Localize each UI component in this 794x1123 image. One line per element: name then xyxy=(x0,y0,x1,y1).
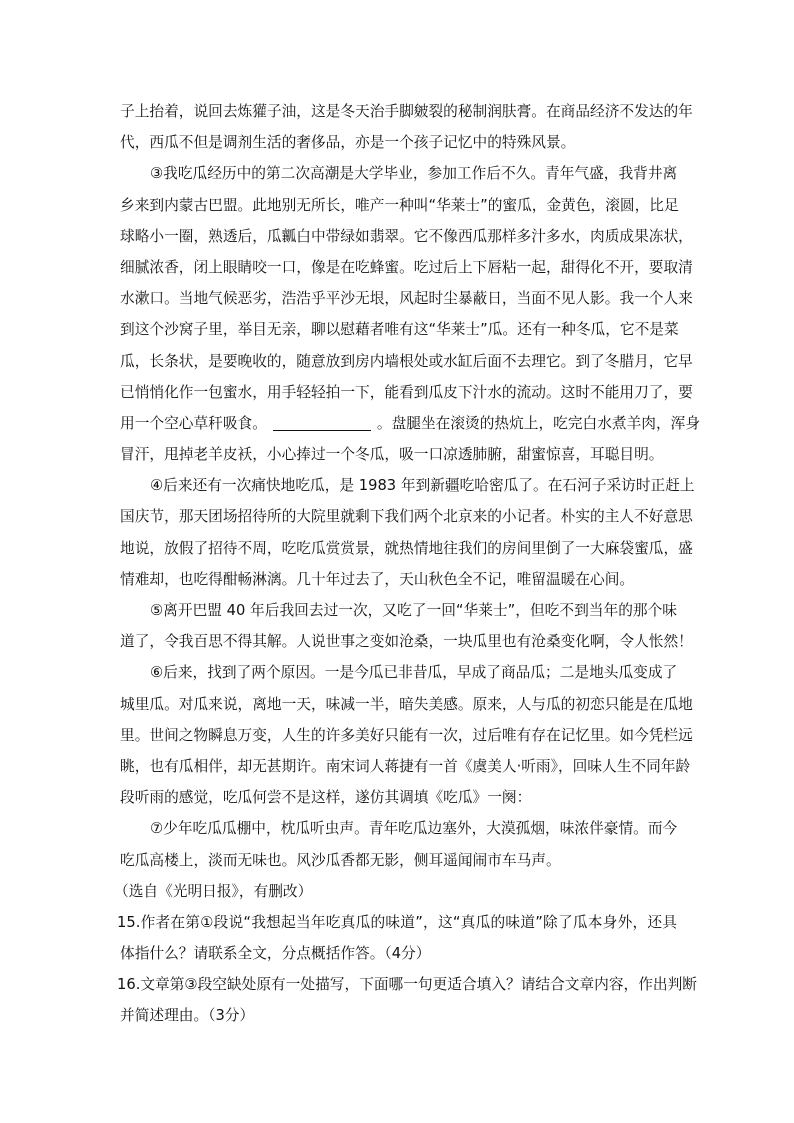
text-line: 子上抬着，说回去炼獾子油，这是冬天治手脚皴裂的秘制润肤膏。在商品经济不发达的年 xyxy=(120,103,693,120)
question-16 xyxy=(117,969,697,1031)
text-line: ⑤离开巴盟 40 年后我回去过一次，又吃了一回“华莱士”，但吃不到当年的那个味 xyxy=(150,602,677,619)
text-line: 水漱口。当地气候恶劣，浩浩乎平沙无垠，风起时尘暴蔽日，当面不见人影。我一个人来 xyxy=(120,290,693,308)
paragraph-5 xyxy=(120,595,693,657)
text-line: ③我吃瓜经历中的第二次高潮是大学毕业，参加工作后不久。青年气盛，我背井离 xyxy=(150,165,678,183)
text-line: 乡来到内蒙古巴盟。此地别无所长，唯产一种叫“华莱士”的蜜瓜，金黄色，滚圆，比足 xyxy=(120,196,679,214)
text-line: 细腻浓香，闭上眼睛咬一口，像是在吃蜂蜜。吃过后上下唇粘一起，甜得化不开，要取清 xyxy=(120,258,693,276)
document-page xyxy=(114,96,701,1032)
text-line: 道了，令我百思不得其解。人说世事之变如沧桑，一块瓜里也有沧桑变化啊，令人怅然！ xyxy=(120,633,693,651)
text-line-with-blank xyxy=(120,408,701,439)
text-line: 15.作者在第①段说“我想起当年吃真瓜的味道”，这“真瓜的味道”除了瓜本身外，还具 xyxy=(117,913,677,931)
paragraph-6 xyxy=(120,657,693,813)
paragraph-7 xyxy=(120,813,677,875)
text-before-blank: 用一个空心草秆吸食。 xyxy=(120,414,267,432)
text-line: ⑦少年吃瓜瓜棚中，枕瓜听虫声。青年吃瓜边塞外，大漠孤烟，味浓伴豪情。而今 xyxy=(150,820,678,838)
text-line: 吃瓜高楼上，淡而无味也。风沙瓜香都无影，侧耳遥闻闹市车马声。 xyxy=(120,851,561,869)
text-line: 眺，也有瓜相伴，却无甚期许。南宋词人蒋捷有一首《虞美人·听雨》，回味人生不同年龄 xyxy=(120,757,691,775)
text-line: 城里瓜。对瓜来说，离地一天，味减一半，暗失美感。原来，人与瓜的初恋只能是在瓜地 xyxy=(120,695,693,713)
text-line: 体指什么？请联系全文，分点概括作答。（4分） xyxy=(120,945,431,963)
text-line: 已悄悄化作一包蜜水，用手轻轻拍一下，能看到瓜皮下汁水的流动。这时不能用刀了，要 xyxy=(120,383,693,401)
question-15 xyxy=(117,907,677,969)
text-line: 到这个沙窝子里，举目无亲，聊以慰藉者唯有这“华莱士”瓜。还有一种冬瓜，它不是菜 xyxy=(120,321,679,339)
text-after-blank: 。盘腿坐在滚烫的热炕上，吃完白水煮羊肉，浑身 xyxy=(376,414,701,432)
source-note: （选自《光明日报》，有删改） xyxy=(114,882,313,900)
text-line: 里。世间之物瞬息万变，人生的许多美好只能有一次，过后唯有存在记忆里。如今凭栏远 xyxy=(120,726,693,744)
text-line: 段听雨的感觉，吃瓜何尝不是这样，遂仿其调填《吃瓜》一阕： xyxy=(120,789,532,807)
text-line: 并简述理由。（3分） xyxy=(120,1007,255,1025)
paragraph-3 xyxy=(120,158,701,470)
text-line: 16.文章第③段空缺处原有一处描写，下面哪一句更适合填入？请结合文章内容，作出判断 xyxy=(117,976,697,994)
paragraph-4 xyxy=(120,470,695,595)
text-line: 地说，放假了招待不周，吃吃瓜赏赏景，就热情地往我们的房间里倒了一大麻袋蜜瓜，盛 xyxy=(120,539,693,557)
paragraph-2-tail xyxy=(120,96,693,158)
text-line: 代，西瓜不但是调剂生活的奢侈品，亦是一个孩子记忆中的特殊风景。 xyxy=(120,134,576,152)
text-line: 冒汗，甩掉老羊皮袄，小心捧过一个冬瓜，吸一口凉透肺腑，甜蜜惊喜，耳聪目明。 xyxy=(120,446,664,464)
fill-in-blank xyxy=(273,412,371,431)
text-line: ④后来还有一次痛快地吃瓜，是 1983 年到新疆吃哈密瓜了。在石河子采访时正赶上 xyxy=(150,477,695,495)
text-line: 国庆节，那天团场招待所的大院里就剩下我们两个北京来的小记者。朴实的主人不好意思 xyxy=(120,508,693,526)
text-line: 球略小一圈，熟透后，瓜瓤白中带绿如翡翠。它不像西瓜那样多汁多水，肉质成果冻状， xyxy=(120,227,693,245)
text-line: 情难却，也吃得酣畅淋漓。几十年过去了，天山秋色全不记，唯留温暖在心间。 xyxy=(120,570,635,588)
text-line: ⑥后来，找到了两个原因。一是今瓜已非昔瓜，早成了商品瓜；二是地头瓜变成了 xyxy=(150,664,678,682)
text-line: 瓜，长条状，是要晚收的，随意放到房内墙根处或水缸后面不去理它。到了冬腊月，它早 xyxy=(120,352,693,370)
